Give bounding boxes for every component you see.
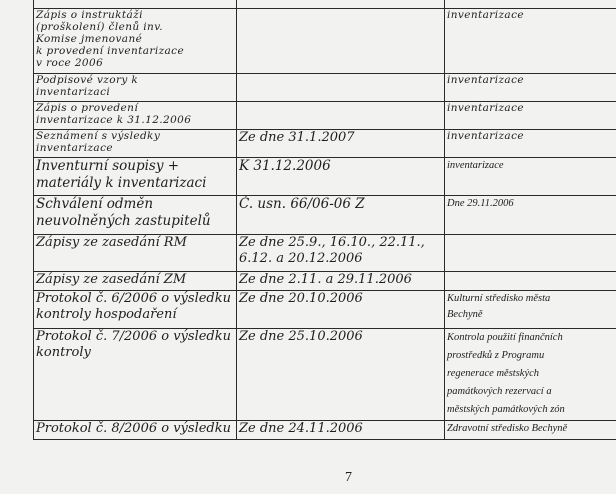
table-cell: [445, 0, 616, 9]
table-cell: Protokol č. 7/2006 o výsledku kontroly: [34, 329, 237, 421]
table-cell: Ze dne 2.11. a 29.11.2006: [237, 272, 445, 291]
table-row: [34, 421, 616, 440]
table-cell: inventarizace: [445, 102, 616, 130]
table-row: [34, 9, 616, 74]
table-row: [34, 291, 616, 329]
table-cell: [237, 74, 445, 102]
table-cell: Inventurní soupisy + materiály k inventarizaci: [34, 158, 237, 196]
table-cell: inventarizace: [445, 9, 616, 74]
table-cell: Ze dne 20.10.2006: [237, 291, 445, 329]
table-cell: inventarizace: [445, 130, 616, 158]
table-cell: Ze dne 31.1.2007: [237, 130, 445, 158]
table-cell: [34, 0, 237, 9]
table-cell: Ze dne 25.10.2006: [237, 329, 445, 421]
table-row: [34, 130, 616, 158]
document-table: [33, 0, 616, 440]
table-cell: Zápisy ze zasedání RM: [34, 235, 237, 272]
table-cell: Zdravotní středisko Bechyně: [445, 421, 616, 440]
table-cell: Kulturní středisko města Bechyně: [445, 291, 616, 329]
page-number: 7: [345, 470, 352, 485]
table-cell: Schválení odměn neuvolněných zastupitelů: [34, 196, 237, 235]
table-cell: Č. usn. 66/06-06 Z: [237, 196, 445, 235]
table-cell: [445, 235, 616, 272]
table-cell: Ze dne 25.9., 16.10., 22.11., 6.12. a 20.12.2006: [237, 235, 445, 272]
table-row: [34, 235, 616, 272]
table-cell: Zápisy ze zasedání ZM: [34, 272, 237, 291]
table-cell: inventarizace: [445, 74, 616, 102]
table-cell: Protokol č. 8/2006 o výsledku: [34, 421, 237, 440]
table-cell: Dne 29.11.2006: [445, 196, 616, 235]
table-cell: Kontrola použití finančních prostředků z Programu regenerace městských památkových rezervací a městských památkových zón: [445, 329, 616, 421]
table-cell: K 31.12.2006: [237, 158, 445, 196]
table-row: [34, 0, 616, 9]
table-row: [34, 272, 616, 291]
table-row: [34, 329, 616, 421]
table-cell: Zápis o instruktáži (proškolení) členů inv. Komise jmenované k provedení inventarizace v roce 2006: [34, 9, 237, 74]
table-cell: Seznámení s výsledky inventarizace: [34, 130, 237, 158]
table-cell: inventarizace: [445, 158, 616, 196]
table-cell: Protokol č. 6/2006 o výsledku kontroly hospodaření: [34, 291, 237, 329]
table-cell: [237, 9, 445, 74]
table-cell: [445, 272, 616, 291]
table-cell: [237, 102, 445, 130]
table-row: [34, 102, 616, 130]
table-cell: [237, 0, 445, 9]
table-row: [34, 196, 616, 235]
table-row: [34, 158, 616, 196]
table-row: [34, 74, 616, 102]
table-cell: Zápis o provedení inventarizace k 31.12.2006: [34, 102, 237, 130]
table-cell: Ze dne 24.11.2006: [237, 421, 445, 440]
table-cell: Podpisové vzory k inventarizaci: [34, 74, 237, 102]
